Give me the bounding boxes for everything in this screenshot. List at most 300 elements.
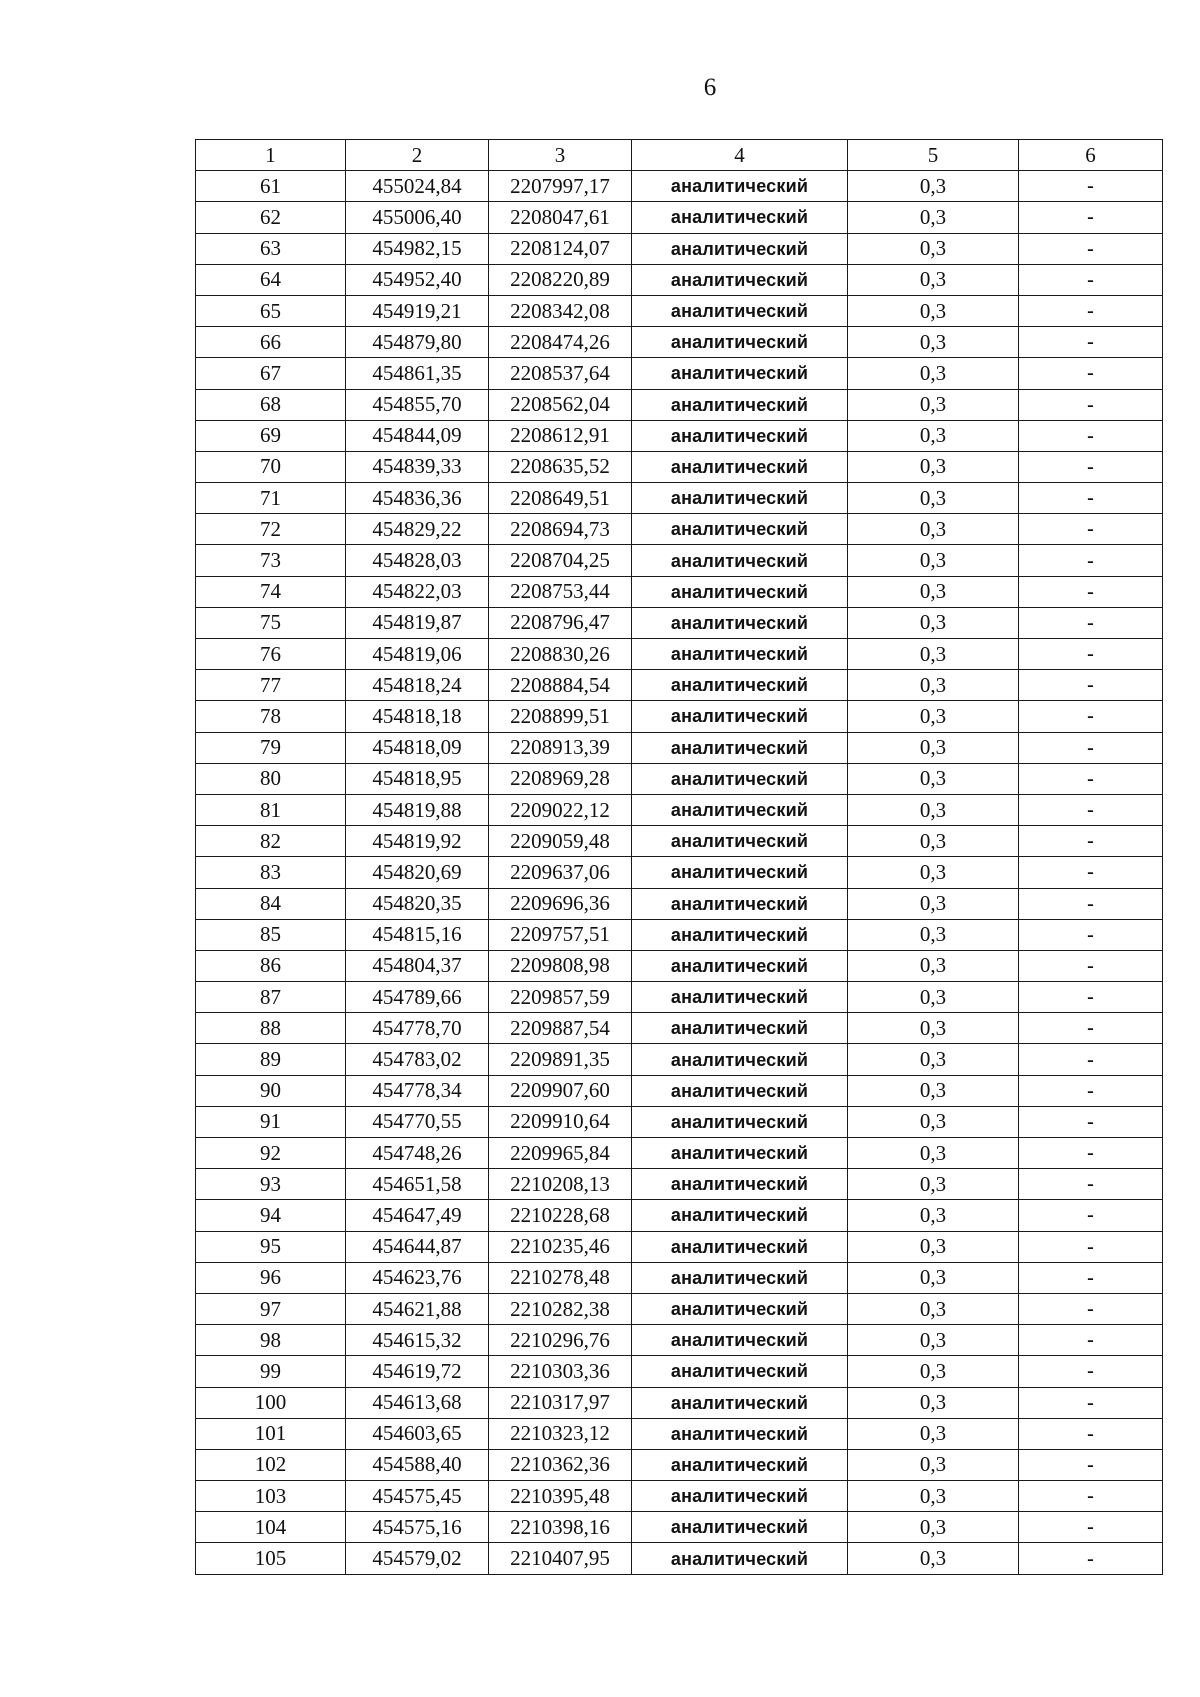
table-row — [196, 1512, 1163, 1543]
accuracy-cell: 0,3 — [848, 327, 1019, 358]
point-number-cell: 79 — [196, 732, 346, 763]
note-cell: - — [1019, 1169, 1163, 1200]
x-coordinate-cell: 454952,40 — [346, 264, 489, 295]
note-cell: - — [1019, 888, 1163, 919]
accuracy-cell: 0,3 — [848, 950, 1019, 981]
note-cell: - — [1019, 1481, 1163, 1512]
x-coordinate-cell: 454819,88 — [346, 794, 489, 825]
accuracy-cell: 0,3 — [848, 1418, 1019, 1449]
table-row — [196, 1293, 1163, 1324]
accuracy-cell: 0,3 — [848, 639, 1019, 670]
method-cell: аналитический — [632, 1013, 848, 1044]
method-cell: аналитический — [632, 1543, 848, 1574]
method-cell: аналитический — [632, 701, 848, 732]
point-number-cell: 61 — [196, 171, 346, 202]
method-cell: аналитический — [632, 483, 848, 514]
table-row — [196, 1231, 1163, 1262]
point-number-cell: 63 — [196, 233, 346, 264]
table-row — [196, 514, 1163, 545]
accuracy-cell: 0,3 — [848, 919, 1019, 950]
column-header-1: 1 — [196, 140, 346, 171]
y-coordinate-cell: 2209808,98 — [489, 950, 632, 981]
point-number-cell: 101 — [196, 1418, 346, 1449]
table-row — [196, 295, 1163, 326]
point-number-cell: 70 — [196, 451, 346, 482]
method-cell: аналитический — [632, 1262, 848, 1293]
note-cell: - — [1019, 1356, 1163, 1387]
note-cell: - — [1019, 763, 1163, 794]
x-coordinate-cell: 454778,34 — [346, 1075, 489, 1106]
table-row — [196, 1356, 1163, 1387]
y-coordinate-cell: 2208969,28 — [489, 763, 632, 794]
table-row — [196, 1044, 1163, 1075]
x-coordinate-cell: 454651,58 — [346, 1169, 489, 1200]
point-number-cell: 99 — [196, 1356, 346, 1387]
table-row — [196, 1543, 1163, 1574]
y-coordinate-cell: 2208899,51 — [489, 701, 632, 732]
accuracy-cell: 0,3 — [848, 607, 1019, 638]
accuracy-cell: 0,3 — [848, 732, 1019, 763]
x-coordinate-cell: 454819,87 — [346, 607, 489, 638]
accuracy-cell: 0,3 — [848, 264, 1019, 295]
column-header-4: 4 — [632, 140, 848, 171]
table-row — [196, 233, 1163, 264]
y-coordinate-cell: 2209891,35 — [489, 1044, 632, 1075]
table-row — [196, 919, 1163, 950]
table-row — [196, 701, 1163, 732]
point-number-cell: 85 — [196, 919, 346, 950]
x-coordinate-cell: 454855,70 — [346, 389, 489, 420]
y-coordinate-cell: 2208220,89 — [489, 264, 632, 295]
y-coordinate-cell: 2210395,48 — [489, 1481, 632, 1512]
note-cell: - — [1019, 1418, 1163, 1449]
x-coordinate-cell: 454647,49 — [346, 1200, 489, 1231]
point-number-cell: 97 — [196, 1293, 346, 1324]
accuracy-cell: 0,3 — [848, 670, 1019, 701]
method-cell: аналитический — [632, 1293, 848, 1324]
point-number-cell: 100 — [196, 1387, 346, 1418]
x-coordinate-cell: 454818,24 — [346, 670, 489, 701]
point-number-cell: 76 — [196, 639, 346, 670]
y-coordinate-cell: 2209022,12 — [489, 794, 632, 825]
x-coordinate-cell: 454623,76 — [346, 1262, 489, 1293]
note-cell: - — [1019, 1449, 1163, 1480]
accuracy-cell: 0,3 — [848, 202, 1019, 233]
x-coordinate-cell: 454575,45 — [346, 1481, 489, 1512]
x-coordinate-cell: 454770,55 — [346, 1106, 489, 1137]
method-cell: аналитический — [632, 327, 848, 358]
table-row — [196, 545, 1163, 576]
y-coordinate-cell: 2209059,48 — [489, 826, 632, 857]
method-cell: аналитический — [632, 1231, 848, 1262]
method-cell: аналитический — [632, 1512, 848, 1543]
method-cell: аналитический — [632, 576, 848, 607]
point-number-cell: 62 — [196, 202, 346, 233]
method-cell: аналитический — [632, 857, 848, 888]
y-coordinate-cell: 2208537,64 — [489, 358, 632, 389]
point-number-cell: 81 — [196, 794, 346, 825]
accuracy-cell: 0,3 — [848, 451, 1019, 482]
y-coordinate-cell: 2208124,07 — [489, 233, 632, 264]
point-number-cell: 95 — [196, 1231, 346, 1262]
accuracy-cell: 0,3 — [848, 545, 1019, 576]
point-number-cell: 74 — [196, 576, 346, 607]
accuracy-cell: 0,3 — [848, 1200, 1019, 1231]
accuracy-cell: 0,3 — [848, 1138, 1019, 1169]
x-coordinate-cell: 454588,40 — [346, 1449, 489, 1480]
method-cell: аналитический — [632, 514, 848, 545]
method-cell: аналитический — [632, 171, 848, 202]
y-coordinate-cell: 2210282,38 — [489, 1293, 632, 1324]
y-coordinate-cell: 2210303,36 — [489, 1356, 632, 1387]
y-coordinate-cell: 2208704,25 — [489, 545, 632, 576]
x-coordinate-cell: 454575,16 — [346, 1512, 489, 1543]
note-cell: - — [1019, 1138, 1163, 1169]
point-number-cell: 98 — [196, 1325, 346, 1356]
table-row — [196, 1075, 1163, 1106]
table-row — [196, 1325, 1163, 1356]
x-coordinate-cell: 454820,69 — [346, 857, 489, 888]
table-row — [196, 857, 1163, 888]
y-coordinate-cell: 2209887,54 — [489, 1013, 632, 1044]
note-cell: - — [1019, 1075, 1163, 1106]
note-cell: - — [1019, 327, 1163, 358]
point-number-cell: 93 — [196, 1169, 346, 1200]
y-coordinate-cell: 2209910,64 — [489, 1106, 632, 1137]
accuracy-cell: 0,3 — [848, 389, 1019, 420]
x-coordinate-cell: 454839,33 — [346, 451, 489, 482]
y-coordinate-cell: 2209696,36 — [489, 888, 632, 919]
point-number-cell: 105 — [196, 1543, 346, 1574]
note-cell: - — [1019, 1200, 1163, 1231]
table-header-row — [196, 140, 1163, 171]
y-coordinate-cell: 2208694,73 — [489, 514, 632, 545]
x-coordinate-cell: 454613,68 — [346, 1387, 489, 1418]
x-coordinate-cell: 455006,40 — [346, 202, 489, 233]
column-header-2: 2 — [346, 140, 489, 171]
note-cell: - — [1019, 919, 1163, 950]
point-number-cell: 66 — [196, 327, 346, 358]
table-row — [196, 1262, 1163, 1293]
y-coordinate-cell: 2210317,97 — [489, 1387, 632, 1418]
x-coordinate-cell: 454919,21 — [346, 295, 489, 326]
y-coordinate-cell: 2207997,17 — [489, 171, 632, 202]
point-number-cell: 87 — [196, 982, 346, 1013]
x-coordinate-cell: 454818,18 — [346, 701, 489, 732]
accuracy-cell: 0,3 — [848, 763, 1019, 794]
method-cell: аналитический — [632, 202, 848, 233]
x-coordinate-cell: 454844,09 — [346, 420, 489, 451]
note-cell: - — [1019, 483, 1163, 514]
accuracy-cell: 0,3 — [848, 1449, 1019, 1480]
table-row — [196, 950, 1163, 981]
y-coordinate-cell: 2210407,95 — [489, 1543, 632, 1574]
point-number-cell: 71 — [196, 483, 346, 514]
table-row — [196, 420, 1163, 451]
accuracy-cell: 0,3 — [848, 982, 1019, 1013]
table-row — [196, 1200, 1163, 1231]
note-cell: - — [1019, 1325, 1163, 1356]
accuracy-cell: 0,3 — [848, 1106, 1019, 1137]
note-cell: - — [1019, 514, 1163, 545]
note-cell: - — [1019, 576, 1163, 607]
method-cell: аналитический — [632, 295, 848, 326]
y-coordinate-cell: 2208913,39 — [489, 732, 632, 763]
table-row — [196, 327, 1163, 358]
table-row — [196, 1106, 1163, 1137]
note-cell: - — [1019, 732, 1163, 763]
point-number-cell: 72 — [196, 514, 346, 545]
y-coordinate-cell: 2210323,12 — [489, 1418, 632, 1449]
accuracy-cell: 0,3 — [848, 1013, 1019, 1044]
note-cell: - — [1019, 982, 1163, 1013]
method-cell: аналитический — [632, 982, 848, 1013]
x-coordinate-cell: 454644,87 — [346, 1231, 489, 1262]
accuracy-cell: 0,3 — [848, 1387, 1019, 1418]
note-cell: - — [1019, 794, 1163, 825]
accuracy-cell: 0,3 — [848, 857, 1019, 888]
method-cell: аналитический — [632, 358, 848, 389]
note-cell: - — [1019, 1543, 1163, 1574]
table-row — [196, 358, 1163, 389]
point-number-cell: 73 — [196, 545, 346, 576]
method-cell: аналитический — [632, 763, 848, 794]
table-row — [196, 576, 1163, 607]
x-coordinate-cell: 455024,84 — [346, 171, 489, 202]
method-cell: аналитический — [632, 389, 848, 420]
table-row — [196, 264, 1163, 295]
accuracy-cell: 0,3 — [848, 483, 1019, 514]
note-cell: - — [1019, 1231, 1163, 1262]
x-coordinate-cell: 454820,35 — [346, 888, 489, 919]
note-cell: - — [1019, 264, 1163, 295]
x-coordinate-cell: 454615,32 — [346, 1325, 489, 1356]
x-coordinate-cell: 454818,09 — [346, 732, 489, 763]
note-cell: - — [1019, 389, 1163, 420]
point-number-cell: 68 — [196, 389, 346, 420]
method-cell: аналитический — [632, 794, 848, 825]
point-number-cell: 80 — [196, 763, 346, 794]
accuracy-cell: 0,3 — [848, 1325, 1019, 1356]
accuracy-cell: 0,3 — [848, 1481, 1019, 1512]
point-number-cell: 102 — [196, 1449, 346, 1480]
note-cell: - — [1019, 1013, 1163, 1044]
accuracy-cell: 0,3 — [848, 358, 1019, 389]
table-row — [196, 171, 1163, 202]
x-coordinate-cell: 454836,36 — [346, 483, 489, 514]
accuracy-cell: 0,3 — [848, 171, 1019, 202]
method-cell: аналитический — [632, 451, 848, 482]
x-coordinate-cell: 454982,15 — [346, 233, 489, 264]
y-coordinate-cell: 2210398,16 — [489, 1512, 632, 1543]
x-coordinate-cell: 454603,65 — [346, 1418, 489, 1449]
method-cell: аналитический — [632, 1106, 848, 1137]
note-cell: - — [1019, 545, 1163, 576]
point-number-cell: 88 — [196, 1013, 346, 1044]
x-coordinate-cell: 454828,03 — [346, 545, 489, 576]
accuracy-cell: 0,3 — [848, 1262, 1019, 1293]
method-cell: аналитический — [632, 888, 848, 919]
method-cell: аналитический — [632, 1356, 848, 1387]
accuracy-cell: 0,3 — [848, 1512, 1019, 1543]
method-cell: аналитический — [632, 1200, 848, 1231]
table-row — [196, 1449, 1163, 1480]
note-cell: - — [1019, 1044, 1163, 1075]
accuracy-cell: 0,3 — [848, 514, 1019, 545]
note-cell: - — [1019, 701, 1163, 732]
method-cell: аналитический — [632, 1075, 848, 1106]
note-cell: - — [1019, 451, 1163, 482]
table-row — [196, 483, 1163, 514]
method-cell: аналитический — [632, 826, 848, 857]
table-row — [196, 982, 1163, 1013]
table-row — [196, 826, 1163, 857]
y-coordinate-cell: 2210228,68 — [489, 1200, 632, 1231]
note-cell: - — [1019, 171, 1163, 202]
table-row — [196, 1387, 1163, 1418]
y-coordinate-cell: 2209907,60 — [489, 1075, 632, 1106]
method-cell: аналитический — [632, 1169, 848, 1200]
y-coordinate-cell: 2208342,08 — [489, 295, 632, 326]
point-number-cell: 78 — [196, 701, 346, 732]
y-coordinate-cell: 2210235,46 — [489, 1231, 632, 1262]
page-number: 6 — [703, 74, 717, 101]
note-cell: - — [1019, 826, 1163, 857]
x-coordinate-cell: 454804,37 — [346, 950, 489, 981]
method-cell: аналитический — [632, 420, 848, 451]
method-cell: аналитический — [632, 264, 848, 295]
accuracy-cell: 0,3 — [848, 1075, 1019, 1106]
method-cell: аналитический — [632, 1325, 848, 1356]
accuracy-cell: 0,3 — [848, 1169, 1019, 1200]
table-row — [196, 389, 1163, 420]
y-coordinate-cell: 2209857,59 — [489, 982, 632, 1013]
accuracy-cell: 0,3 — [848, 1293, 1019, 1324]
method-cell: аналитический — [632, 1138, 848, 1169]
y-coordinate-cell: 2210208,13 — [489, 1169, 632, 1200]
point-number-cell: 92 — [196, 1138, 346, 1169]
column-header-5: 5 — [848, 140, 1019, 171]
y-coordinate-cell: 2208474,26 — [489, 327, 632, 358]
table-row — [196, 1481, 1163, 1512]
accuracy-cell: 0,3 — [848, 794, 1019, 825]
y-coordinate-cell: 2208562,04 — [489, 389, 632, 420]
table-row — [196, 1169, 1163, 1200]
point-number-cell: 103 — [196, 1481, 346, 1512]
method-cell: аналитический — [632, 919, 848, 950]
accuracy-cell: 0,3 — [848, 1044, 1019, 1075]
accuracy-cell: 0,3 — [848, 1543, 1019, 1574]
note-cell: - — [1019, 1512, 1163, 1543]
table-row — [196, 639, 1163, 670]
y-coordinate-cell: 2209757,51 — [489, 919, 632, 950]
point-number-cell: 82 — [196, 826, 346, 857]
note-cell: - — [1019, 1262, 1163, 1293]
note-cell: - — [1019, 202, 1163, 233]
x-coordinate-cell: 454879,80 — [346, 327, 489, 358]
x-coordinate-cell: 454861,35 — [346, 358, 489, 389]
table-row — [196, 1138, 1163, 1169]
accuracy-cell: 0,3 — [848, 826, 1019, 857]
point-number-cell: 104 — [196, 1512, 346, 1543]
point-number-cell: 90 — [196, 1075, 346, 1106]
x-coordinate-cell: 454819,92 — [346, 826, 489, 857]
note-cell: - — [1019, 295, 1163, 326]
table-row — [196, 763, 1163, 794]
method-cell: аналитический — [632, 233, 848, 264]
point-number-cell: 91 — [196, 1106, 346, 1137]
x-coordinate-cell: 454778,70 — [346, 1013, 489, 1044]
note-cell: - — [1019, 639, 1163, 670]
x-coordinate-cell: 454621,88 — [346, 1293, 489, 1324]
point-number-cell: 77 — [196, 670, 346, 701]
method-cell: аналитический — [632, 639, 848, 670]
y-coordinate-cell: 2208796,47 — [489, 607, 632, 638]
note-cell: - — [1019, 670, 1163, 701]
note-cell: - — [1019, 358, 1163, 389]
accuracy-cell: 0,3 — [848, 420, 1019, 451]
table-row — [196, 794, 1163, 825]
y-coordinate-cell: 2208635,52 — [489, 451, 632, 482]
table-row — [196, 451, 1163, 482]
point-number-cell: 84 — [196, 888, 346, 919]
x-coordinate-cell: 454619,72 — [346, 1356, 489, 1387]
method-cell: аналитический — [632, 545, 848, 576]
method-cell: аналитический — [632, 1481, 848, 1512]
method-cell: аналитический — [632, 732, 848, 763]
x-coordinate-cell: 454818,95 — [346, 763, 489, 794]
accuracy-cell: 0,3 — [848, 1356, 1019, 1387]
method-cell: аналитический — [632, 1418, 848, 1449]
point-number-cell: 69 — [196, 420, 346, 451]
method-cell: аналитический — [632, 1449, 848, 1480]
accuracy-cell: 0,3 — [848, 1231, 1019, 1262]
table-row — [196, 888, 1163, 919]
y-coordinate-cell: 2208047,61 — [489, 202, 632, 233]
point-number-cell: 65 — [196, 295, 346, 326]
point-number-cell: 96 — [196, 1262, 346, 1293]
x-coordinate-cell: 454789,66 — [346, 982, 489, 1013]
point-number-cell: 89 — [196, 1044, 346, 1075]
method-cell: аналитический — [632, 607, 848, 638]
x-coordinate-cell: 454748,26 — [346, 1138, 489, 1169]
table-row — [196, 1418, 1163, 1449]
table-body — [196, 171, 1163, 1574]
accuracy-cell: 0,3 — [848, 888, 1019, 919]
coordinates-table — [195, 139, 1163, 1575]
point-number-cell: 67 — [196, 358, 346, 389]
point-number-cell: 94 — [196, 1200, 346, 1231]
x-coordinate-cell: 454829,22 — [346, 514, 489, 545]
x-coordinate-cell: 454819,06 — [346, 639, 489, 670]
note-cell: - — [1019, 607, 1163, 638]
table-row — [196, 1013, 1163, 1044]
y-coordinate-cell: 2210362,36 — [489, 1449, 632, 1480]
method-cell: аналитический — [632, 670, 848, 701]
accuracy-cell: 0,3 — [848, 576, 1019, 607]
y-coordinate-cell: 2210278,48 — [489, 1262, 632, 1293]
point-number-cell: 75 — [196, 607, 346, 638]
y-coordinate-cell: 2210296,76 — [489, 1325, 632, 1356]
y-coordinate-cell: 2209965,84 — [489, 1138, 632, 1169]
table-row — [196, 670, 1163, 701]
note-cell: - — [1019, 1293, 1163, 1324]
point-number-cell: 86 — [196, 950, 346, 981]
point-number-cell: 83 — [196, 857, 346, 888]
x-coordinate-cell: 454822,03 — [346, 576, 489, 607]
column-header-3: 3 — [489, 140, 632, 171]
accuracy-cell: 0,3 — [848, 233, 1019, 264]
